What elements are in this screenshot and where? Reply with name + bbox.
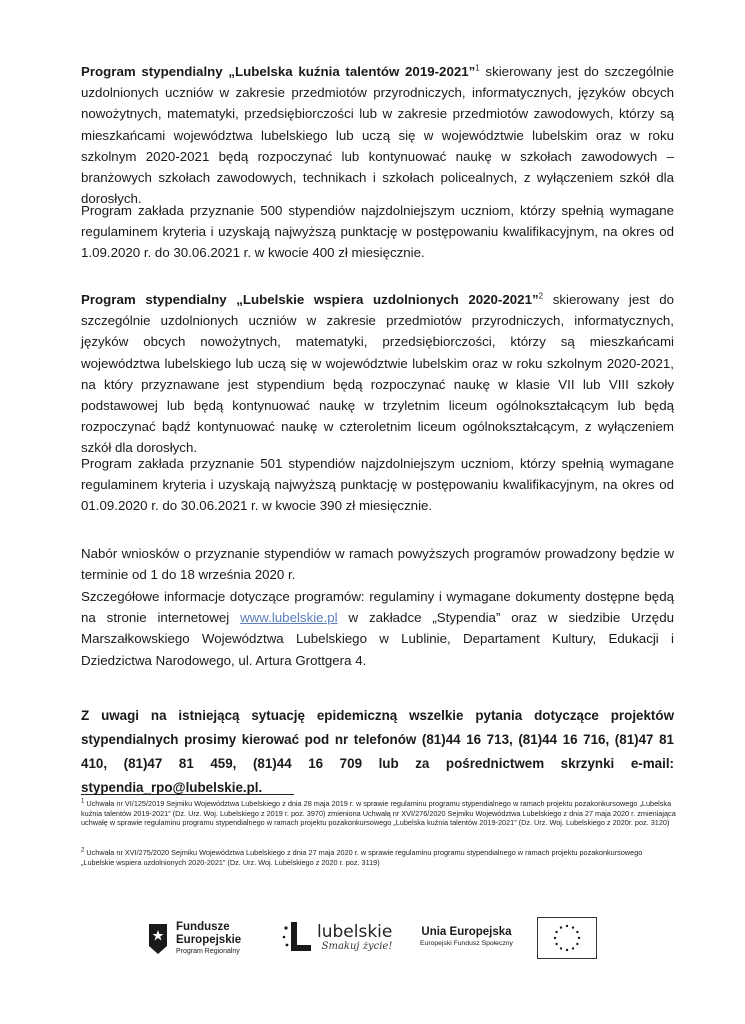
program1-title: Program stypendialny „Lubelska kuźnia talentów 2019-2021” xyxy=(81,64,476,79)
fundusze-europejskie-logo xyxy=(146,921,241,956)
fe-line1: Fundusze xyxy=(176,921,230,933)
lubelskie-website-link[interactable]: www.lubelskie.pl xyxy=(240,610,338,626)
lubelskie-logo xyxy=(281,919,392,955)
lubelskie-text xyxy=(317,923,392,952)
ue-line1: Unia Europejska xyxy=(421,926,512,938)
footnote-2-mark: 2 xyxy=(81,847,85,854)
footnote-divider xyxy=(81,794,294,795)
unia-europejska-text xyxy=(420,925,513,948)
info-before-link: Szczegółowe informacje dotyczące programów: regulaminy i wymagane dokumenty dostępne będą na stronie internetowej xyxy=(81,589,674,626)
unia-europejska-text-logo xyxy=(420,925,513,948)
info-after-link: w zakładce „Stypendia” oraz w siedzibie Urzędu Marszałkowskiego Województwa Lubelskiego w Lublinie, Departament Kultury, Edukacji i Dziedzictwa Narodowego, ul. Artura Grottgera 4. xyxy=(81,610,674,668)
fe-line2: Europejskie xyxy=(176,934,242,946)
recruitment-text: Nabór wniosków o przyznanie stypendiów w ramach powyższych programów prowadzony będzie w terminie od 1 do 18 września 2020 r. xyxy=(81,546,674,583)
footnote-1 xyxy=(81,799,676,828)
footnote-2-text: Uchwała nr XVI/275/2020 Sejmiku Województwa Lubelskiego z dnia 27 maja 2020 r. w sprawie regulaminu programu stypendialnego w ramach projektu pozakonkursowego „Lubelskie wspiera uzdolnionych 2020-2021” (Dz. Urz. Woj. Lubelskiego z 2020 r. poz. 3119) xyxy=(81,848,643,867)
logo-bar xyxy=(0,917,745,967)
program1-intro: skierowany jest do szczególnie uzdolnionych uczniów w zakresie przedmiotów przyrodniczych, informatycznych, języków obcych nowożytnych, matematyki, przedsiębiorczości lub w zakresie przedmiotów zawodowych, którzy są mieszkańcami województwa lubelskiego lub uczą się w województwie lubelskim oraz w roku szkolnym 2020-2021 będą rozpoczynać lub kontynuować naukę w szkołach zawodowych – branżowych szkołach zawodowych, technikach i szkołach policealnych, z wyłączeniem szkół dla dorosłych. xyxy=(81,64,674,207)
program2-details: Program zakłada przyznanie 501 stypendiów najzdolniejszym uczniom, którzy spełnią wymagane regulaminem kryteria i uzyskają najwyższą punktację w postępowaniu kwalifikacyjnym, na okres od 01.09.2020 r. do 30.06.2021 r. w kwocie 390 zł miesięcznie. xyxy=(81,456,674,514)
program2-intro: skierowany jest do szczególnie uzdolnionych uczniów w zakresie przedmiotów przyrodniczych, informatycznych, języków obcych nowożytnych, matematyki, przedsiębiorczości, którzy są mieszkańcami województwa lubelskiego lub uczą się w województwie lubelskim oraz w roku szkolnym 2020-2021, na który przyznawane jest stypendium będą rozpoczynać naukę w klasie VII lub VIII szkoły podstawowej lub będą kontynuować naukę w trzyletnim liceum ogólnokształcącym lub będą rozpoczynać bądź kontynuować naukę w czteroletnim liceum ogólnokształcącym, z wyłączeniem szkół dla dorosłych. xyxy=(81,292,675,456)
fundusze-europejskie-emblem-icon xyxy=(146,922,170,956)
eu-stars-icon xyxy=(538,918,596,958)
footnote-ref-2: 2 xyxy=(538,291,544,301)
contact-notice: Z uwagi na istniejącą sytuację epidemiczną wszelkie pytania dotyczące projektów stypendialnych prosimy kierować pod nr telefonów (81)44 16 713, (81)44 16 716, (81)47 81 410, (81)47 81 459, (81)44 16 709 lub za pośrednictwem skrzynki e-mail: stypendia_rpo@lubelskie.pl. xyxy=(81,708,674,795)
footnote-ref-1: 1 xyxy=(475,63,480,73)
eu-flag-icon xyxy=(537,917,597,959)
fundusze-europejskie-text xyxy=(176,921,241,956)
footnote-1-text: Uchwała nr VI/125/2019 Sejmiku Województwa Lubelskiego z dnia 28 maja 2019 r. w sprawie regulaminu programu stypendialnego w ramach projektu pozakonkursowego „Lubelska kuźnia talentów 2019-2021” (Dz. Urz. Woj. Lubelskiego z 2019 r. poz. 3970) zmieniona Uchwałą nr XVI/276/2020 Sejmiku Województwa Lubelskiego z dnia 27 maja 2020 r. zmieniająca uchwałę w sprawie regulaminu programu stypendialnego w ramach projektu pozakonkursowego „Lubelska kuźnia talentów 2019-2021” (Dz. Urz. Woj. Lubelskiego z 2020r. poz. 3120) xyxy=(81,799,676,828)
footnote-1-mark: 1 xyxy=(81,798,85,805)
program2-title: Program stypendialny „Lubelskie wspiera uzdolnionych 2020-2021” xyxy=(81,292,539,307)
footnote-2 xyxy=(81,848,676,867)
recruitment-info xyxy=(81,586,674,671)
program1-paragraph xyxy=(81,61,674,209)
program2-paragraph xyxy=(81,289,674,459)
ue-line2: Europejski Fundusz Społeczny xyxy=(420,940,513,947)
lubelskie-slogan: Smakuj życie! xyxy=(321,940,393,952)
program1-details: Program zakłada przyznanie 500 stypendiów najzdolniejszym uczniom, którzy spełnią wymagane regulaminem kryteria i uzyskają najwyższą punktację w postępowaniu kwalifikacyjnym, na okres od 1.09.2020 r. do 30.06.2021 r. w kwocie 400 zł miesięcznie. xyxy=(81,203,674,261)
fe-line3: Program Regionalny xyxy=(176,948,240,955)
lubelskie-wordmark: lubelskie xyxy=(317,921,393,942)
lubelskie-l-emblem-icon xyxy=(281,919,315,955)
